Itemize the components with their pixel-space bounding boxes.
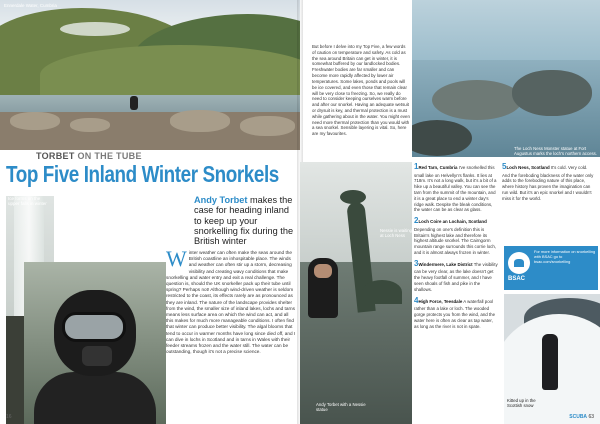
snorkeller-figure <box>130 96 138 110</box>
list-item: 5Loch Ness, Scotland It's cold. Very cold. And the foreboding blackness of the water only adds to the foreboding nature of this place, where history has proven the imagination can run wild. But it's an epic snorkel and I wouldn't miss it for the world. <box>502 162 594 201</box>
page-number-right: SCUBA 63 <box>569 414 594 420</box>
bsac-name: BSAC <box>508 276 526 282</box>
loch-caption: The Loch Ness Monster statue at Fort Augustus marks the loch's northern access. <box>514 146 597 157</box>
bsac-logo-icon <box>508 252 530 274</box>
waterfall-caption: Ice forms on the upper falls in winter <box>8 196 47 207</box>
nessie-photo <box>300 162 412 424</box>
loch-photo <box>412 0 600 157</box>
snow-caption: Kitted up in the Scottish snow <box>507 398 536 409</box>
list-item: 3Windermere, Lake District The visibility can be very clear, as the lake doesn't get the heavy footfall of summer, and I have seen shoals of fish and pike in the shallows. <box>414 258 498 292</box>
nessie-bottom-caption: Andy Torbet with a Nessie statue <box>316 402 366 413</box>
page-title: Top Five Inland Winter Snorkels <box>6 161 279 187</box>
bsac-panel <box>504 246 598 290</box>
body-text-right-col1: But before I delve into my Top Five, a few words of caution on temperature and safety. As cold as the sea around Britain can get in winter, it is somewhat buffered by our landlocked bodies. Freshwater bodies are far smaller and can become more rapidly affected by lower air temperatures. Some lakes, ponds and pools will be ice covered, and even those that remain clear will be very close to freezing. So, we really do need to consider keeping ourselves warm before and after our snorkel. Having an adequate wetsuit or drysuit is key, and thermal protection is a must while gathering about in the water. You might even need more thermal protection than you would with a sea snorkel. Sensible layering is vital. So, here are my favourites. <box>312 44 410 137</box>
list-item: 2Loch Coire an Lochain, Scotland Depending on one's definition this is Britain's highest lake and therefore its highest altitude snorkel. The Cairngorm mountain range surrounds this corrie loch, and it is almost always frozen in winter. <box>414 216 497 256</box>
rubric: TORBET ON THE TUBE <box>36 151 142 161</box>
diver-portrait-photo <box>24 262 166 424</box>
list-item: 1Red Tarn, Cumbria I've snorkelled this small lake on Helvellyn's flanks. It lies at 718m. It's not a long walk, but it's a bit of a hike up a beautiful valley. You can see the tarn from the summit of the mountain, and it is a great place to end a winter day's ridge walk. Despite the bleak conditions, the water can be as clear as glass. <box>414 162 497 213</box>
body-text-left: Winter weather can often make the seas around the British coastline an inhospitable place. The winds and weather can often stir up a storm, decreasing visibility and creating wavy conditions that make snorkelling and water entry and exit a real challenge. The question is, should the UK snorkeller pack up their tube until spring? Perhaps not! Although wind-driven weather is seldom restricted to the coast, its effects rarely are as pronounced as they are inland. The nature of the landscape provides shelter from the wind, the smaller size of inland lakes, lochs and tarns means less surface area on which the wind can act, and all this makes for much more manageable conditions. I often find that winter can produce better visibility. The algal blooms that tend to occur in warmer months have long since died off, and I can dive in lochs in Scotland and in tarns in Wales with their feeder streams frozen and the water still. The water can be outstanding, though it's not a precise science. <box>166 246 296 355</box>
bsac-text: For more information on snorkelling with BSAC go to bsac.com/snorkelling <box>534 249 596 264</box>
nessie-caption: Nessie is waiting at Loch Ness <box>380 228 413 239</box>
list-column-2 <box>414 162 498 332</box>
hero-caption: Ennerdale Water, Cumbria <box>4 3 57 8</box>
page-number-left: 16 <box>6 414 12 420</box>
drop-cap: W <box>166 246 187 271</box>
list-column-3 <box>502 162 596 205</box>
hero-photo <box>0 0 300 150</box>
standfirst: Andy Torbet makes the case for heading inland to keep up your snorkelling fix during the British winter <box>194 195 294 247</box>
author-name: Andy Torbet <box>194 195 248 205</box>
list-item: 4High Force, Teesdale A waterfall pool rather than a lake or loch. The wooded gorge protects you from the wind, and the water here is often as clear as tap water, as long as the river is not in spate. <box>414 295 496 329</box>
